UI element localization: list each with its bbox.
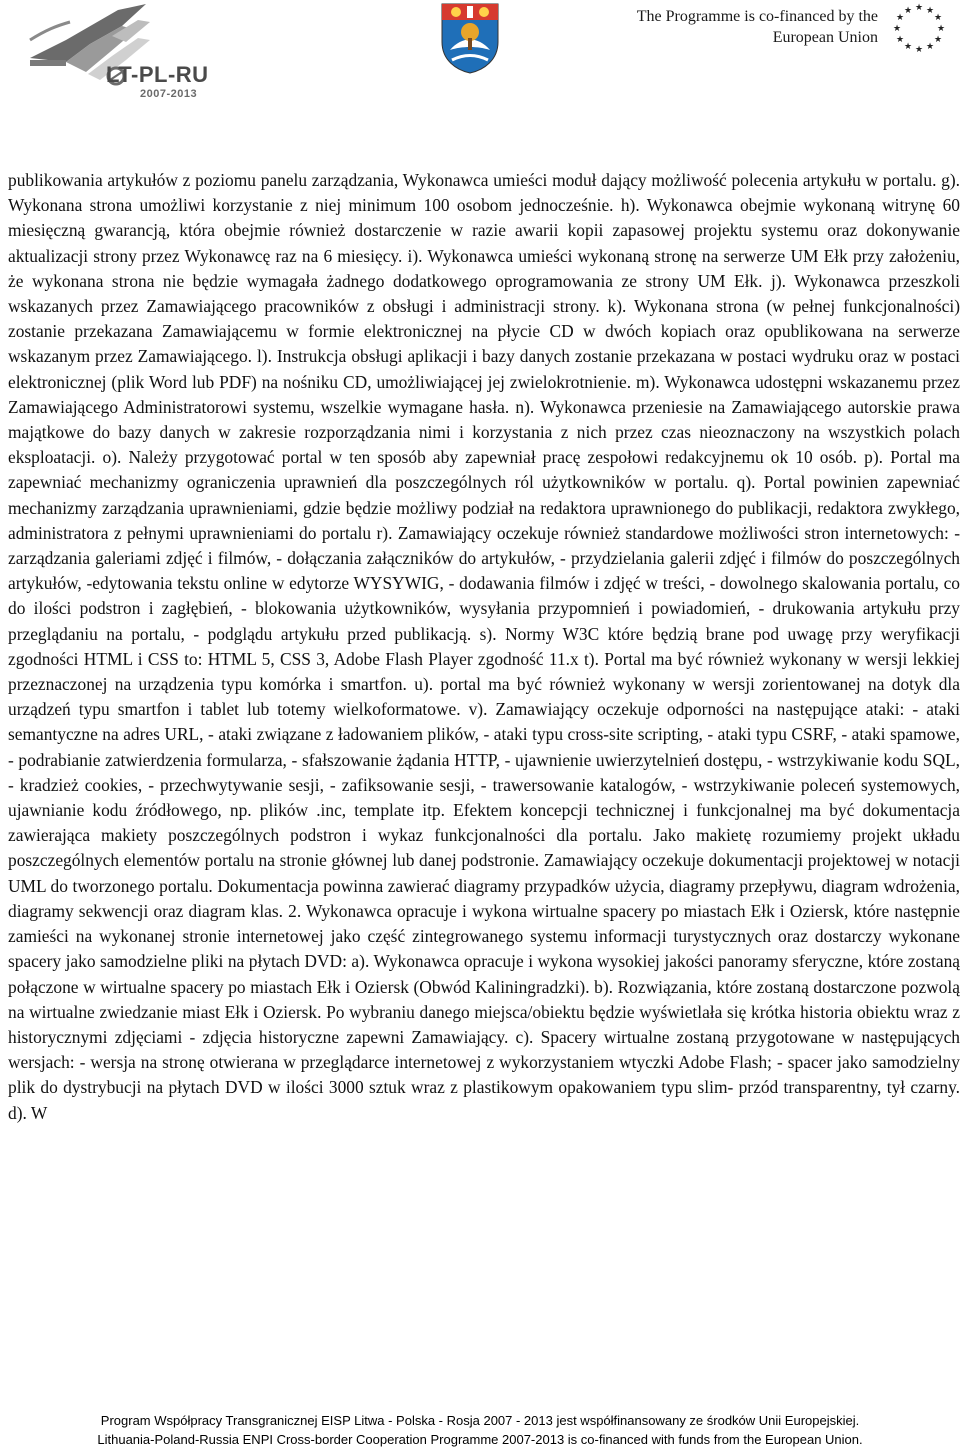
body-paragraph: publikowania artykułów z poziomu panelu zarządzania, Wykonawca umieści moduł dający możliwość polecenia artykułu w portalu. g). Wykonana strona umożliwi korzystanie z niej minimum 100 osobom jednocześnie. h). Wykonawca obejmie wykonaną witrynę 60 miesięczną gwarancją, która obejmie również dostarczenie w razie awarii kopii zapasowej projektu systemu oraz dokonywanie aktualizacji strony przez Wykonawcę raz na 6 miesięcy. i). Wykonawca umieści wykonaną stronę na serwerze UM Ełk przy założeniu, że wykonana strona nie będzie wymagała żadnego dodatkowego oprogramowania ze strony UM Ełk. j). Wykonawca przeszkoli wskazanych przez Zamawiającego pracowników z obsługi i administracji strony. k). Wykonana strona (w pełnej funkcjonalności) zostanie przekazana Zamawiającemu w formie elektronicznej na płycie CD w dwóch kopiach oraz opublikowana na serwerze wskazanym przez Zamawiającego. l). Instrukcja obsługi aplikacji i bazy danych zostanie przekazana w postaci wydruku oraz w postaci elektronicznej (plik Word lub PDF) na nośniku CD, umożliwiającej jej zwielokrotnienie. m). Wykonawca udostępni wskazanemu przez Zamawiającego Administratorowi systemu, wszelkie wymagane hasła. n). Wykonawca przeniesie na Zamawiającego autorskie prawa majątkowe do bazy danych w zakresie rozporządzania nimi i korzystania z nich przez czas nieoznaczony na wszystkich polach eksploatacji. o). Należy przygotować portal w ten sposób aby zapewniał pracę zespołowi redakcyjnemu ok 10 osób. p). Portal ma zapewniać mechanizmy ograniczenia uprawnień dla poszczególnych ról użytkowników w portalu. q). Portal powinien zapewniać mechanizmy zarządzania uprawnieniami, gdzie będzie możliwy podział na redaktora uprawnionego do publikacji, redaktora zwykłego, administratora z pełnymi uprawnieniami do portalu r). Zamawiający oczekuje również standardowe możliwości stron internetowych: - zarządzania galeriami zdjęć i filmów, - dołączania załączników do artykułów, - przydzielania galerii zdjęć i filmów do poszczególnych artykułów, -edytowania tekstu online w edytorze WYSYWIG, - dodawania filmów i zdjęć w treści, - dowolnego skalowania portalu, co do ilości podstron i zagłębień, - blokowania użytkowników, wysyłania przypomnień i powiadomień, - drukowania artykułu przy przeglądaniu na portalu, - podglądu artykułu przed publikacją. s). Normy W3C które będzią brane pod uwagę przy weryfikacji zgodności HTML i CSS to: HTML 5, CSS 3, Adobe Flash Player zgodność 11.x t). Portal ma być również wykonany w wersji lekkiej przeznaczonej na urządzenia typu komórka i smartfon. u). portal ma być również wykonany w wersji zorientowanej na dotyk dla urządzeń typu smartfon i tablet lub totemy wielkoformatowe. v). Zamawiający oczekuje odporności na następujące ataki: - ataki semantyczne na adres URL, - ataki związane z ładowaniem plików, - ataki typu cross-site scripting, - ataki typu CSRF, - ataki spamowe, - podrabianie zatwierdzenia formularza, - sfałszowanie żądania HTTP, - ujawnienie uwierzytelnień dostępu, - wstrzykiwanie kodu SQL, - kradzież cookies, - przechwytywanie sesji, - zafiksowanie sesji, - trawersowanie katalogów, - wstrzykiwanie poleceń systemowych, ujawnianie kodu źródłowego, np. plików .inc, template itp. Efektem koncepcji technicznej i funkcjonalnej ma być dokumentacja zawierająca makiety poszczególnych podstron i wykaz funkcjonalności dla portalu. Jako makietę rozumiemy projekt układu poszczególnych elementów portalu na stronie głównej lub danej podstronie. Zamawiający oczekuje dokumentacji projektowej w notacji UML do tworzonego portalu. Dokumentacja powinna zawierać diagramy przypadków użycia, diagramy przepływu, diagram wdrożenia, diagramy sekwencji oraz diagram klas. 2. Wykonawca opracuje i wykona wirtualne spacery po miastach Ełk i Oziersk, które następnie zamieści na wykonanej stronie internetowej jako część zintegrowanego systemu informacji turystycznych oraz dostarczy wykonane spacery jako samodzielne pliki na płytach DVD: a). Wykonawca opracuje i wykona wysokiej jakości panoramy sferyczne, które zostaną połączone w wirtualne spacery po miastach Ełk i Oziersk (Obwód Kaliningradzki). b). Rozwiązania, które zostaną dostarczone pozwolą na wirtualne zwiedzanie miast Ełk i Oziersk. Po wybraniu danego miejsca/obiektu będzie wyświetlała się krótka historia obiektu wraz z historycznymi zdjęciami - zdjęcia historyczne zapewni Zamawiający. c). Spacery wirtualne zostaną przygotowane w następujących wersjach: - wersja na stronę otwierana w przeglądarce internetowej z wykorzystaniem wtyczki Adobe Flash; - spacer jako samodzielny plik do dystrybucji na płytach DVD w ilości 3000 sztuk wraz z plastikowym opakowaniem typu slim- przód transparentny, tył czarny. d). W: [8, 170, 960, 1123]
svg-text:★: ★: [925, 6, 935, 16]
svg-text:★: ★: [914, 3, 924, 13]
logo-text: LT-PL-RU: [106, 62, 209, 87]
footer-line-english: Lithuania-Poland-Russia ENPI Cross-border Cooperation Programme 2007-2013 is co-financed with funds from the European Union.: [97, 1432, 863, 1447]
coat-of-arms-icon: [440, 2, 500, 74]
logo-years: 2007-2013: [140, 88, 198, 100]
svg-text:★: ★: [903, 42, 913, 52]
svg-text:★: ★: [914, 45, 924, 55]
page-header: [0, 0, 960, 110]
svg-text:★: ★: [925, 42, 935, 52]
document-body: [8, 168, 960, 1126]
cofinance-line-1: The Programme is co-financed by the: [636, 8, 878, 25]
svg-text:★: ★: [936, 24, 946, 34]
svg-text:★: ★: [892, 24, 902, 34]
page-footer: [0, 1411, 960, 1449]
svg-text:★: ★: [933, 35, 943, 45]
svg-text:★: ★: [933, 13, 943, 23]
cofinance-line-2: European Union: [772, 29, 878, 46]
eu-stars-icon: [884, 0, 954, 56]
ltplru-logo: [26, 0, 236, 102]
footer-line-polish: Program Współpracy Transgranicznej EISP Litwa - Polska - Rosja 2007 - 2013 jest współfinansowany ze środków Unii Europejskiej.: [100, 1413, 860, 1428]
cofinance-notice: [598, 6, 878, 48]
svg-text:★: ★: [903, 6, 913, 16]
svg-text:★: ★: [895, 35, 905, 45]
svg-text:★: ★: [895, 13, 905, 23]
